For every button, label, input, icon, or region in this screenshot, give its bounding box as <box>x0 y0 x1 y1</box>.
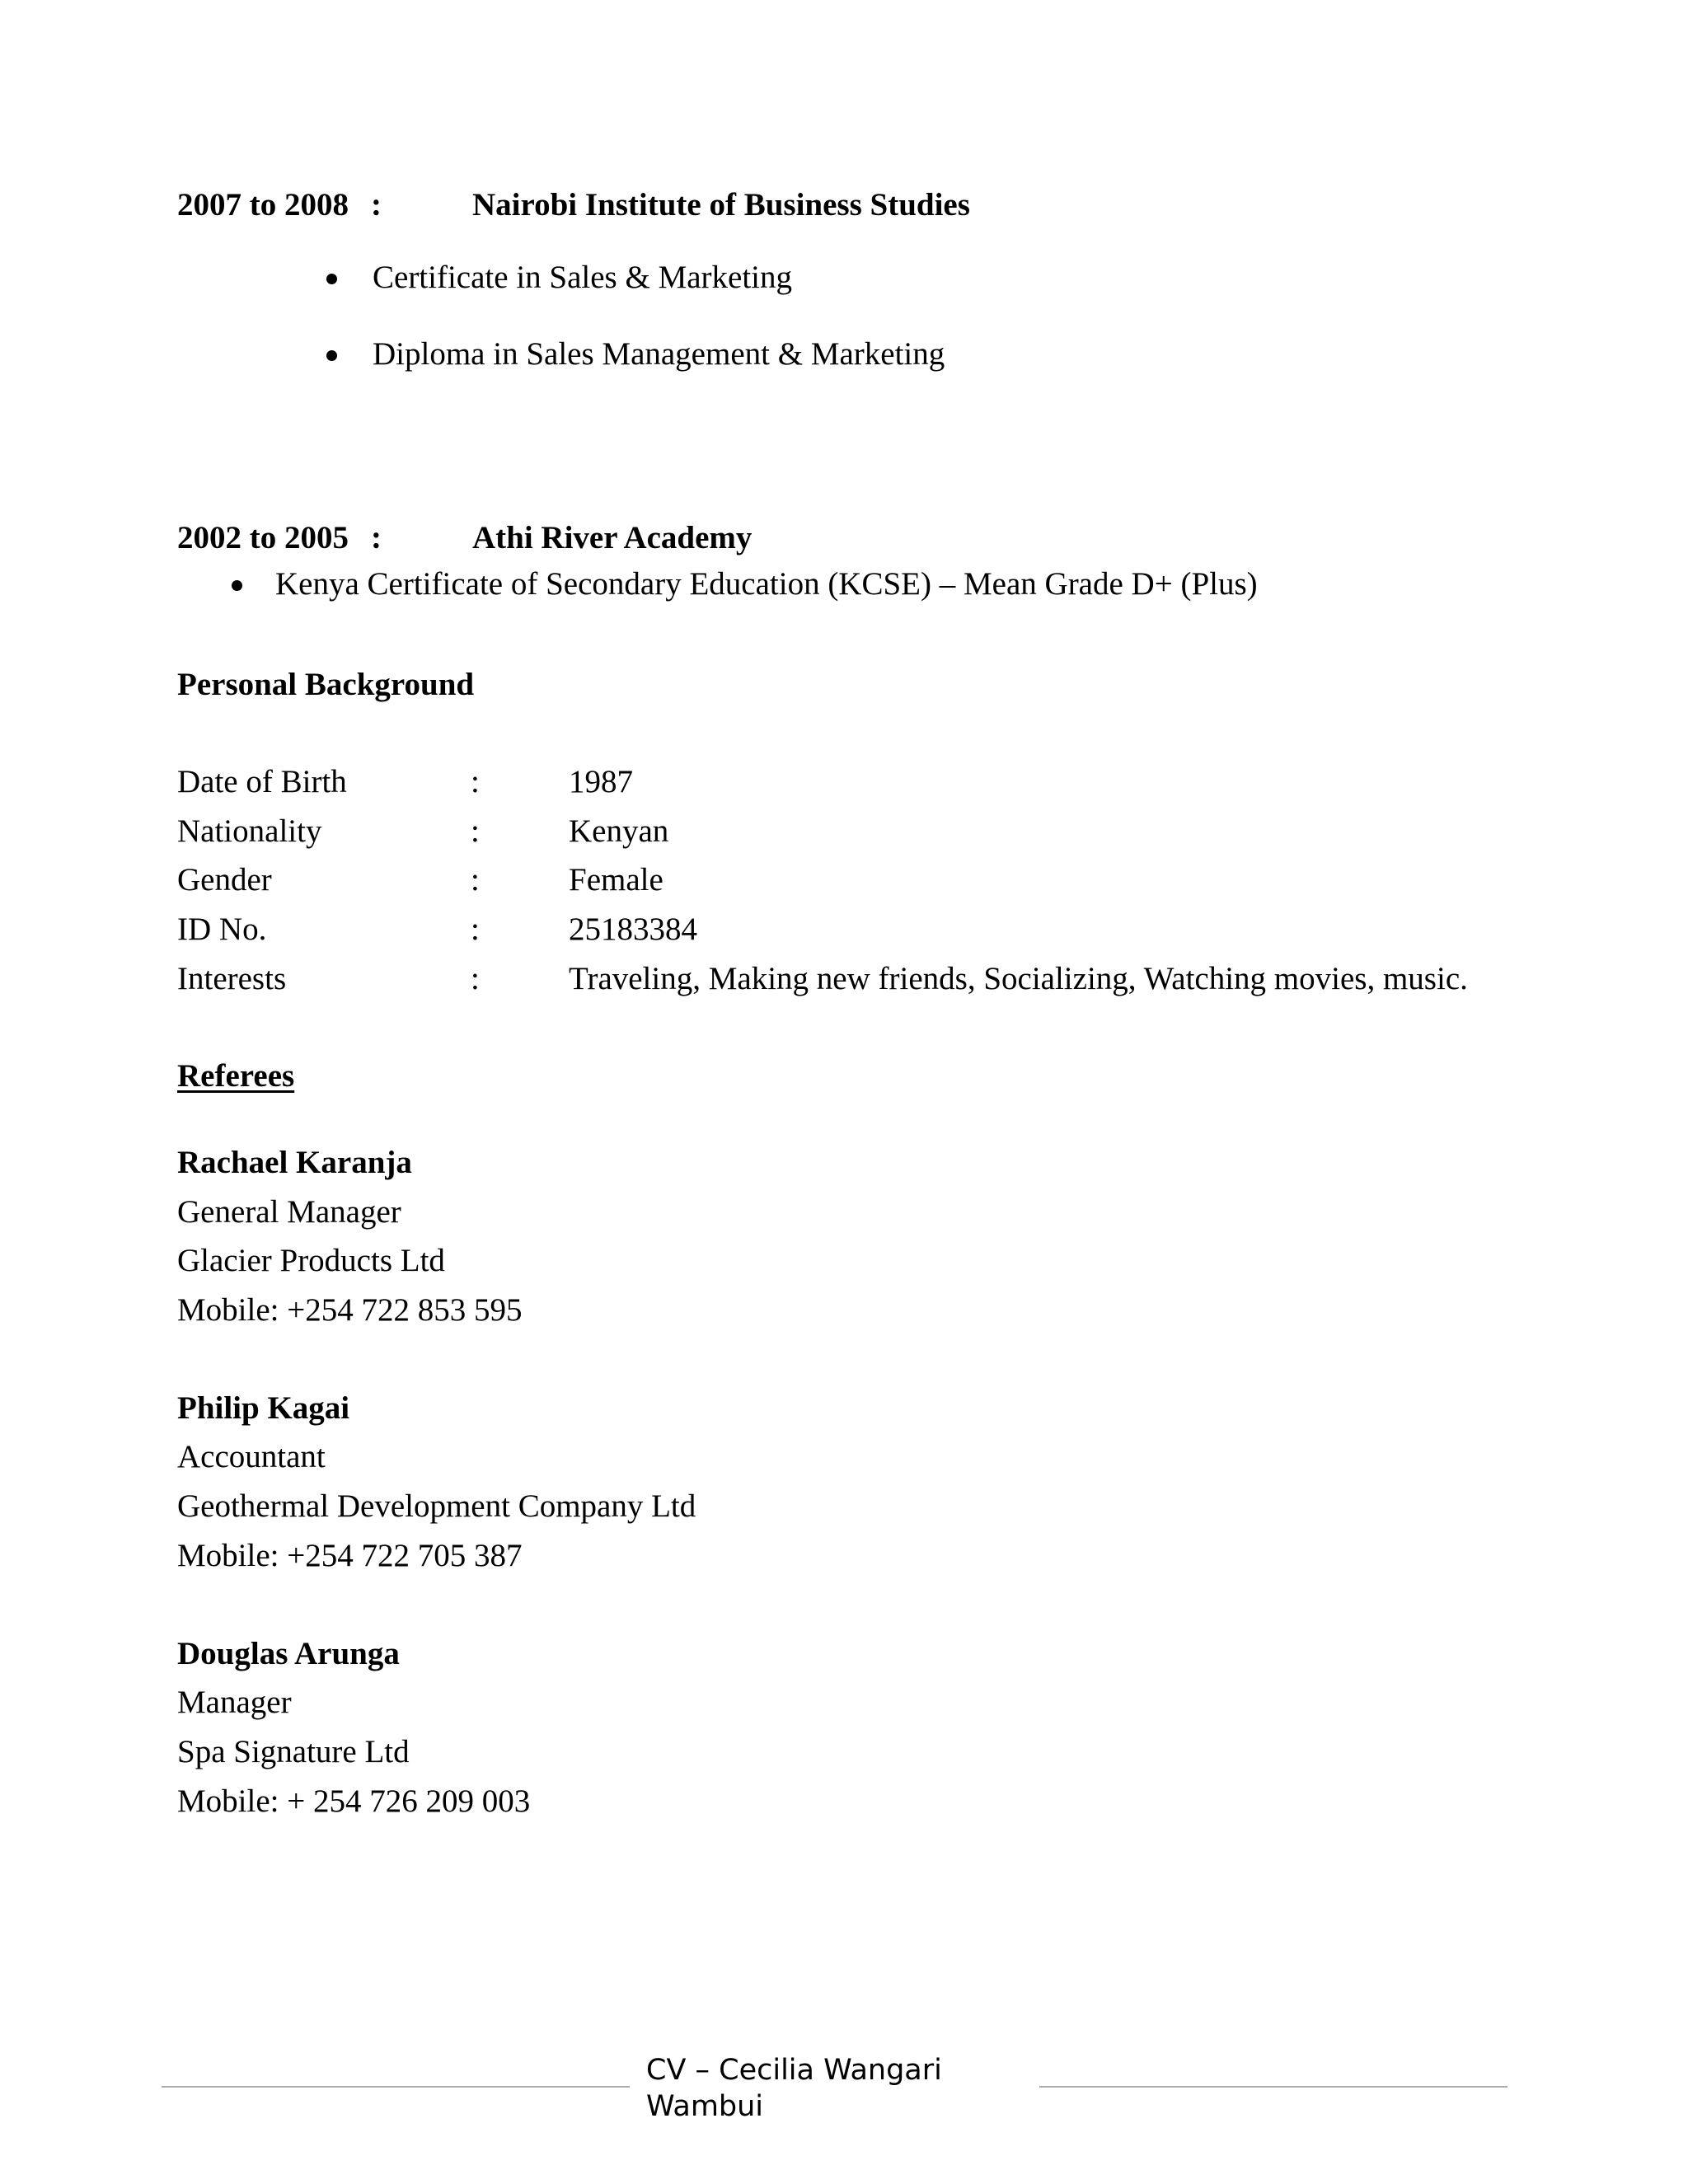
field-separator: : <box>471 912 480 947</box>
referee-title: Manager <box>177 1685 292 1720</box>
field-value: 25183384 <box>569 912 697 947</box>
referee-name: Philip Kagai <box>177 1390 350 1426</box>
field-separator: : <box>471 862 480 898</box>
qualification-item: Diploma in Sales Management & Marketing <box>373 336 945 372</box>
referee-company: Glacier Products Ltd <box>177 1243 445 1278</box>
bullet-icon <box>232 580 242 591</box>
referee-mobile: Mobile: +254 722 705 387 <box>177 1538 523 1573</box>
field-label: Gender <box>177 862 272 898</box>
education-separator: : <box>371 520 382 555</box>
referee-name: Douglas Arunga <box>177 1636 400 1671</box>
section-heading-referees: Referees <box>177 1058 295 1094</box>
field-label: ID No. <box>177 912 267 947</box>
referee-title: Accountant <box>177 1439 326 1474</box>
education-separator: : <box>371 187 382 223</box>
section-heading-personal-background: Personal Background <box>177 667 475 702</box>
field-separator: : <box>471 764 480 799</box>
field-separator: : <box>471 813 480 849</box>
field-separator: : <box>471 961 480 996</box>
footer-line-2: Wambui <box>646 2090 764 2123</box>
referee-name: Rachael Karanja <box>177 1145 412 1180</box>
education-institution: Nairobi Institute of Business Studies <box>472 187 970 223</box>
bullet-icon <box>326 274 337 284</box>
qualification-item: Kenya Certificate of Secondary Education (KCSE) – Mean Grade D+ (Plus) <box>275 566 1258 602</box>
education-institution: Athi River Academy <box>472 520 753 555</box>
field-label: Nationality <box>177 813 322 849</box>
referee-company: Spa Signature Ltd <box>177 1734 410 1769</box>
referee-title: General Manager <box>177 1194 401 1230</box>
footer-rule-left <box>162 2086 630 2088</box>
footer-rule-right <box>1039 2086 1507 2088</box>
footer-line-1: CV – Cecilia Wangari <box>646 2054 942 2087</box>
education-period: 2002 to 2005 <box>177 520 349 555</box>
field-value: Kenyan <box>569 813 669 849</box>
field-value: Female <box>569 862 663 898</box>
referee-company: Geothermal Development Company Ltd <box>177 1488 696 1524</box>
field-label: Interests <box>177 961 287 996</box>
referee-mobile: Mobile: +254 722 853 595 <box>177 1292 523 1328</box>
education-period: 2007 to 2008 <box>177 187 349 223</box>
footer-text <box>646 2052 942 2125</box>
bullet-icon <box>326 350 337 361</box>
referee-mobile: Mobile: + 254 726 209 003 <box>177 1783 531 1819</box>
field-value: 1987 <box>569 764 633 799</box>
qualification-item: Certificate in Sales & Marketing <box>373 260 793 295</box>
field-value: Traveling, Making new friends, Socializing, Watching movies, music. <box>569 961 1468 996</box>
field-label: Date of Birth <box>177 764 347 799</box>
